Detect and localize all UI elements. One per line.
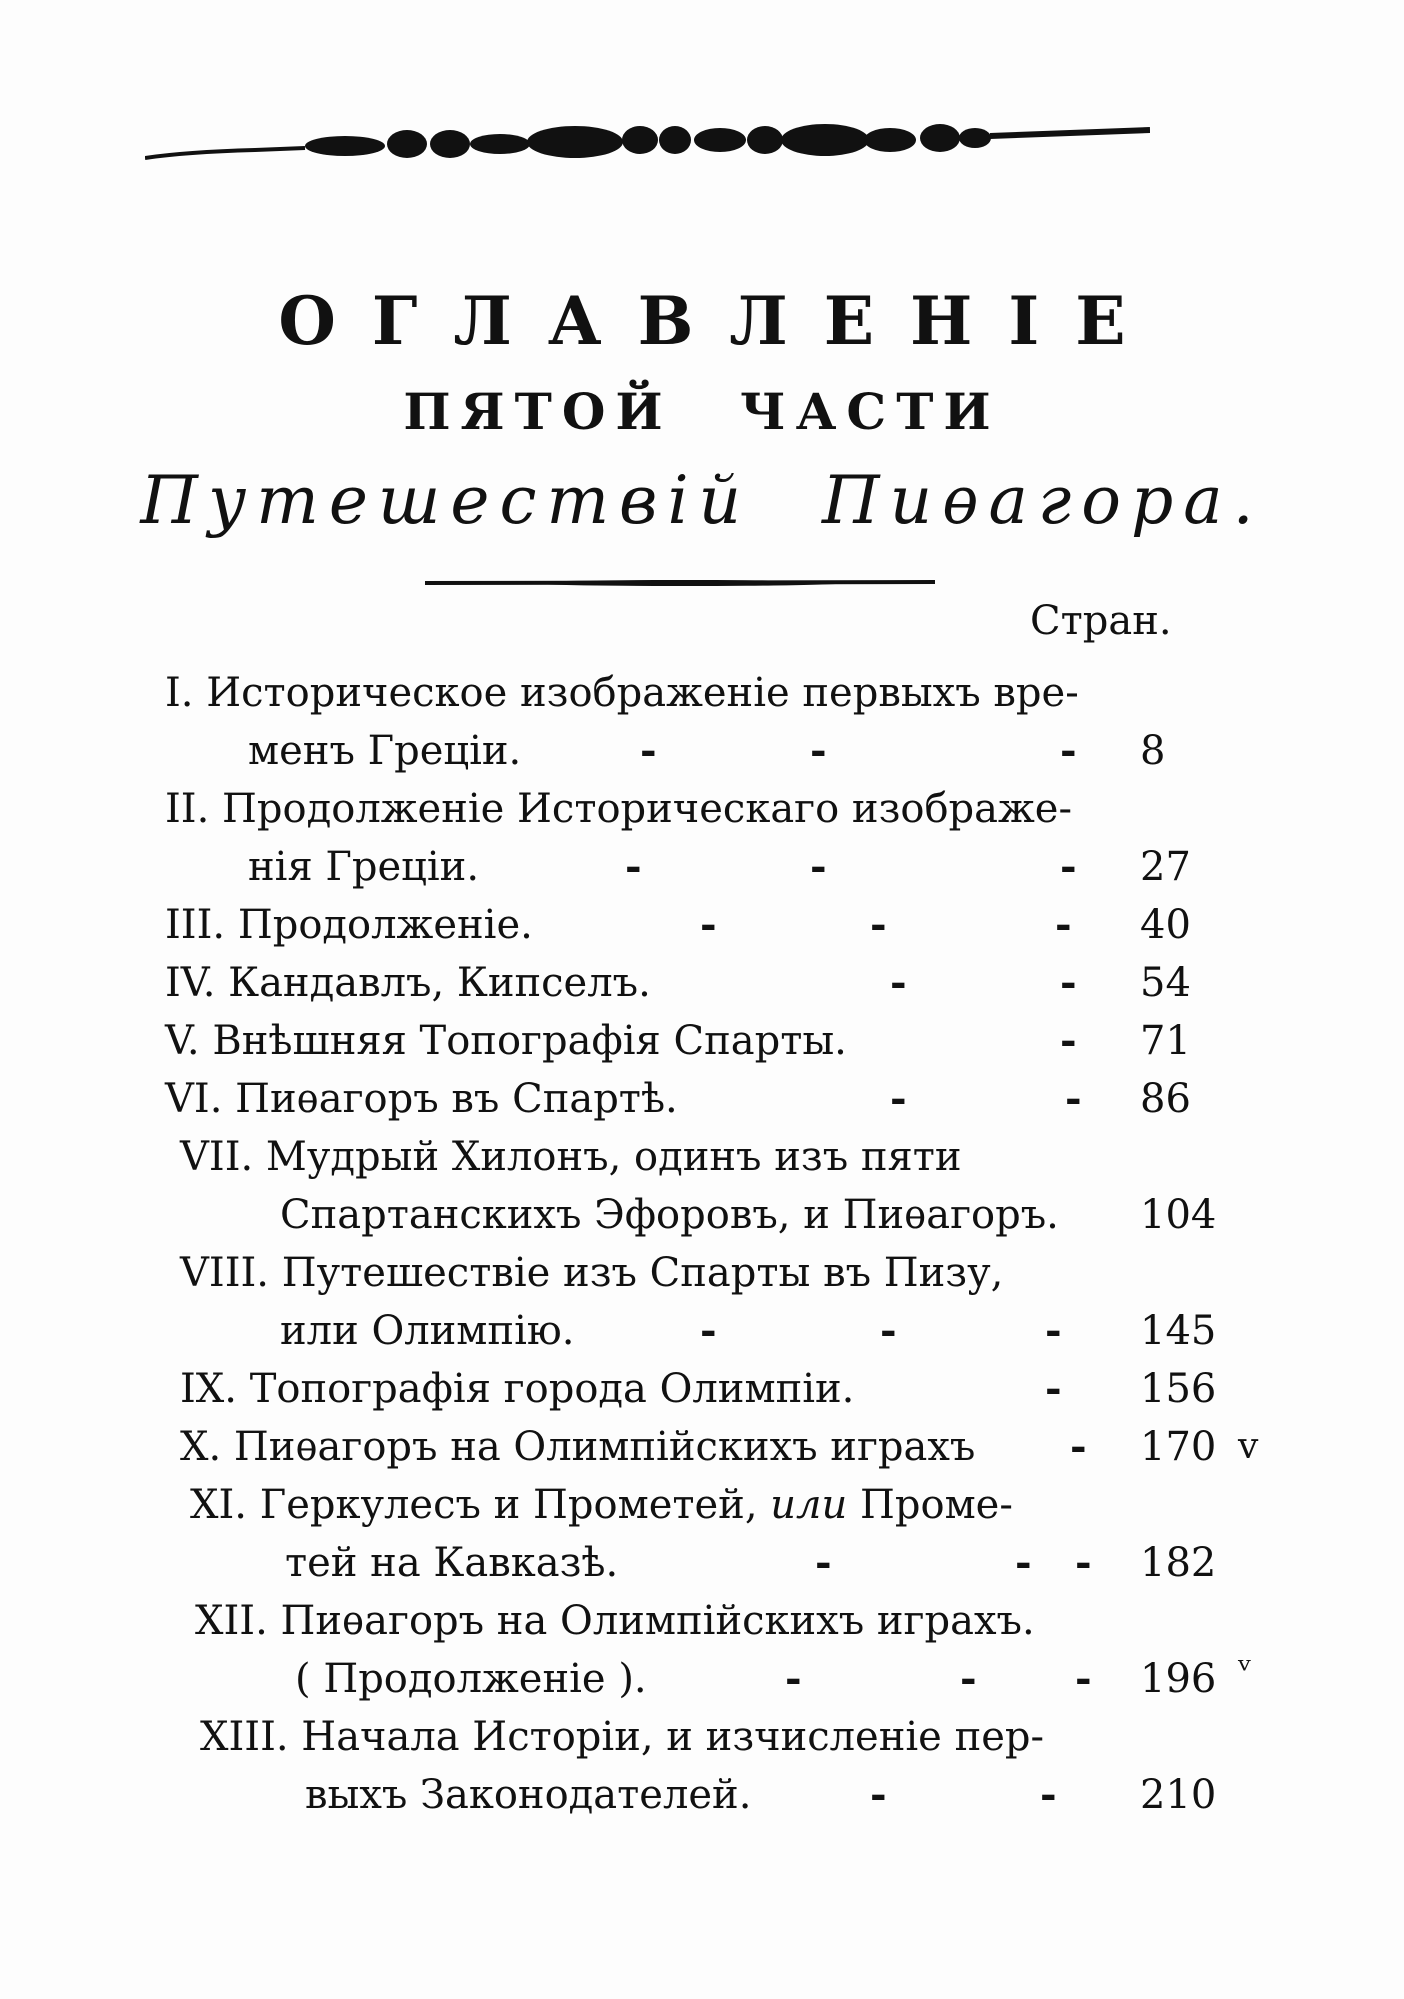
toc-line: VIII. Путешествіе изъ Спарты въ Пизу, (180, 1250, 1004, 1296)
toc-page-number: 156 (1140, 1366, 1217, 1412)
toc-page-number: 54 (1140, 960, 1191, 1006)
leader-dash: - (890, 959, 907, 1006)
toc-line: X. Пиѳагоръ на Олимпійскихъ играхъ (180, 1424, 976, 1470)
toc-line: VII. Мудрый Хилонъ, одинъ изъ пяти (180, 1134, 962, 1180)
leader-dash: - (1060, 843, 1077, 890)
leader-dash: - (1040, 1771, 1057, 1818)
toc-line: II. Продолженіе Историческаго изображе- (165, 786, 1072, 832)
toc-line (190, 1476, 1013, 1534)
page-title: ОГЛАВЛЕНІЕ (278, 282, 1162, 360)
toc-text: Проме- (847, 1482, 1013, 1528)
leader-dash: - (1075, 1655, 1092, 1702)
leader-dash: - (700, 1307, 717, 1354)
leader-dash: - (870, 1771, 887, 1818)
leader-dash: - (1060, 1017, 1077, 1064)
ornament-divider (145, 118, 1150, 178)
toc-line: I. Историческое изображеніе первыхъ вре- (165, 670, 1079, 716)
toc-line: тей на Кавказѣ. (285, 1540, 619, 1586)
toc-text-italic: или (770, 1482, 848, 1528)
leader-dash: - (890, 1075, 907, 1122)
page-subtitle: ПЯТОЙ ЧАСТИ (403, 382, 1001, 441)
toc-line: менъ Греціи. (248, 728, 522, 774)
toc-line: VI. Пиѳагоръ въ Спартѣ. (165, 1076, 678, 1122)
page-column-header: Стран. (1030, 598, 1172, 644)
toc-line: выхъ Законодателей. (305, 1772, 752, 1818)
toc-line: IV. Кандавлъ, Кипселъ. (165, 960, 651, 1006)
toc-line: ( Продолженіе ). (295, 1656, 647, 1702)
leader-dash: - (1060, 959, 1077, 1006)
toc-line: Спартанскихъ Эфоровъ, и Пиѳагоръ. (280, 1192, 1059, 1238)
margin-mark: v (1238, 1426, 1259, 1467)
toc-line: III. Продолженіе. (165, 902, 533, 948)
leader-dash: - (1060, 727, 1077, 774)
toc-page-number: 71 (1140, 1018, 1191, 1064)
leader-dash: - (640, 727, 657, 774)
leader-dash: - (1055, 901, 1072, 948)
leader-dash: - (700, 901, 717, 948)
leader-dash: - (1065, 1075, 1082, 1122)
toc-page-number: 182 (1140, 1540, 1217, 1586)
leader-dash: - (1045, 1307, 1062, 1354)
toc-line: или Олимпію. (280, 1308, 575, 1354)
leader-dash: - (810, 727, 827, 774)
toc-page-number: 104 (1140, 1192, 1217, 1238)
leader-dash: - (960, 1655, 977, 1702)
leader-dash: - (1075, 1539, 1092, 1586)
toc-line: V. Внѣшняя Топографія Спарты. (165, 1018, 847, 1064)
page-subtitle-italic: Путешествій Пиѳагора. (140, 462, 1264, 539)
toc-line: XIII. Начала Исторіи, и изчисленіе пер- (200, 1714, 1045, 1760)
toc-page-number: 170 (1140, 1424, 1217, 1470)
leader-dash: - (1045, 1365, 1062, 1412)
leader-dash: - (785, 1655, 802, 1702)
title-rule (425, 578, 935, 588)
leader-dash: - (870, 901, 887, 948)
margin-mark: ᵛ (1238, 1650, 1252, 1691)
leader-dash: - (815, 1539, 832, 1586)
leader-dash: - (880, 1307, 897, 1354)
leader-dash: - (625, 843, 642, 890)
toc-line: IX. Топографія города Олимпіи. (180, 1366, 855, 1412)
toc-page-number: 86 (1140, 1076, 1191, 1122)
leader-dash: - (1015, 1539, 1032, 1586)
toc-text: XI. Геркулесъ и Прометей, (190, 1482, 771, 1528)
toc-line: XII. Пиѳагоръ на Олимпійскихъ играхъ. (195, 1598, 1035, 1644)
toc-line: нія Греціи. (248, 844, 480, 890)
toc-page-number: 27 (1140, 844, 1191, 890)
toc-page-number: 40 (1140, 902, 1191, 948)
toc-page-number: 196 (1140, 1656, 1217, 1702)
leader-dash: - (1070, 1423, 1087, 1470)
toc-page-number: 210 (1140, 1772, 1217, 1818)
leader-dash: - (810, 843, 827, 890)
toc-page-number: 8 (1140, 728, 1166, 774)
toc-page-number: 145 (1140, 1308, 1217, 1354)
